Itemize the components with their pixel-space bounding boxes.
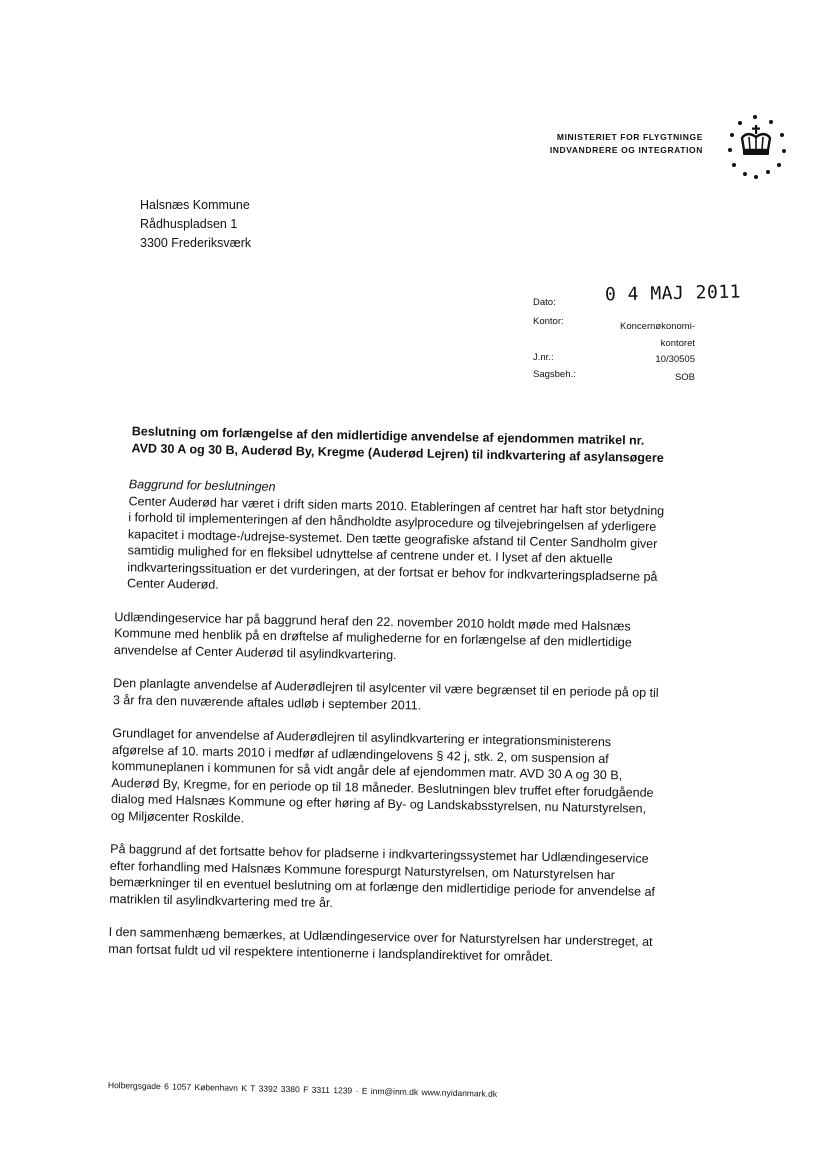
jnr-label: J.nr.:	[533, 352, 554, 363]
office-value-2: kontoret	[660, 338, 695, 349]
recipient-street: Rådhuspladsen 1	[140, 217, 238, 231]
handler-value: SOB	[674, 372, 695, 383]
ministry-line-1: MINISTERIET FOR FLYGTNINGE	[556, 132, 703, 142]
paragraph: I den sammenhæng bemærkes, at Udlændingeservice over for Naturstyrelsen har understreget, at man fortsat fuldt ud vil respektere intentionerne i landsplandirektivet for området.	[108, 924, 653, 964]
jnr-value: 10/30505	[655, 354, 695, 365]
ministry-name	[550, 131, 703, 157]
paragraph: Den planlagte anvendelse af Auderødlejren til asylcenter vil være begrænset til en periode på op til 3 år fra den nuværende aftales udløb i september 2011.	[112, 675, 659, 713]
date-stamp: 0 4 MAJ 2011	[604, 281, 742, 306]
office-label: Kontor:	[533, 316, 564, 327]
paragraph: På baggrund af det fortsatte behov for pladserne i indkvarteringssystemet har Udlændingeservice efter forhandling med Halsnæs Kommune forespurgt Naturstyrelsen, om Naturstyrelsen har bemærkninger til en eventuel beslutning om at forlænge den midlertidige periode for anvendelse af matriklen til asylindkvartering med tre år.	[109, 841, 656, 910]
recipient-address	[140, 196, 251, 253]
recipient-name: Halsnæs Kommune	[140, 198, 250, 212]
letter-title: Beslutning om forlængelse af den midlertidige anvendelse af ejendommen matrikel nr. AVD 30 A og 30 B, Auderød By, Kregme (Auderød Lejren) til indkvartering af asylansøgere	[131, 424, 664, 466]
paragraph: Grundlaget for anvendelse af Auderødlejren til asylindkvartering er integrationsministerens afgørelse af 10. marts 2010 i medfør af udlændingelovens § 42 j, stk. 2, om suspension af kommuneplanen i kommunen for så vidt angår dele af ejendommen matr. AVD 30 A og 30 B, Auderød By, Kregme, for en periode op til 18 måneder. Beslutningen blev truffet efter forudgående dialog med Halsnæs Kommune og efter høring af By- og Landskabsstyrelsen, nu Naturstyrelsen, og Miljøcenter Roskilde.	[110, 725, 654, 825]
paragraph: Center Auderød har været i drift siden marts 2010. Etableringen af centret har haft stor betydning i forhold til implementeringen af den håndholdte asylprocedure og tilvejebringelsen af yderligere kapacitet i modtage-/udrejse-systemet. Den tætte geografiske afstand til Center Sandholm giver samtidig mulighed for en fleksibel udnyttelse af centrene under et. I lyset af den aktuelle indkvarteringssituation er det vurderingen, at der fortsat er behov for indkvarteringspladserne på Center Auderød.	[126, 493, 665, 592]
paragraph: Udlændingeservice har på baggrund heraf den 22. november 2010 holdt møde med Halsnæs Kommune med henblik på en drøftelse af mulighederne for en forlængelse af den midlertidige anvendelse af Center Auderød til asylindkvartering.	[113, 609, 632, 662]
crown-crest-icon	[722, 112, 794, 184]
recipient-city: 3300 Frederiksværk	[140, 236, 252, 250]
section-title: Baggrund for beslutningen	[128, 477, 276, 494]
handler-label: Sagsbeh.:	[533, 369, 576, 380]
office-value-1: Koncernøkonomi-	[620, 321, 695, 332]
letter-body	[108, 423, 666, 984]
ministry-line-2: INDVANDRERE OG INTEGRATION	[549, 145, 703, 155]
date-label: Dato:	[533, 297, 556, 308]
footer-contact: Holbergsgade 6 1057 København K T 3392 3380 F 3311 1239 · E inm@inm.dk www.nyidanmark.dk	[107, 1080, 498, 1099]
